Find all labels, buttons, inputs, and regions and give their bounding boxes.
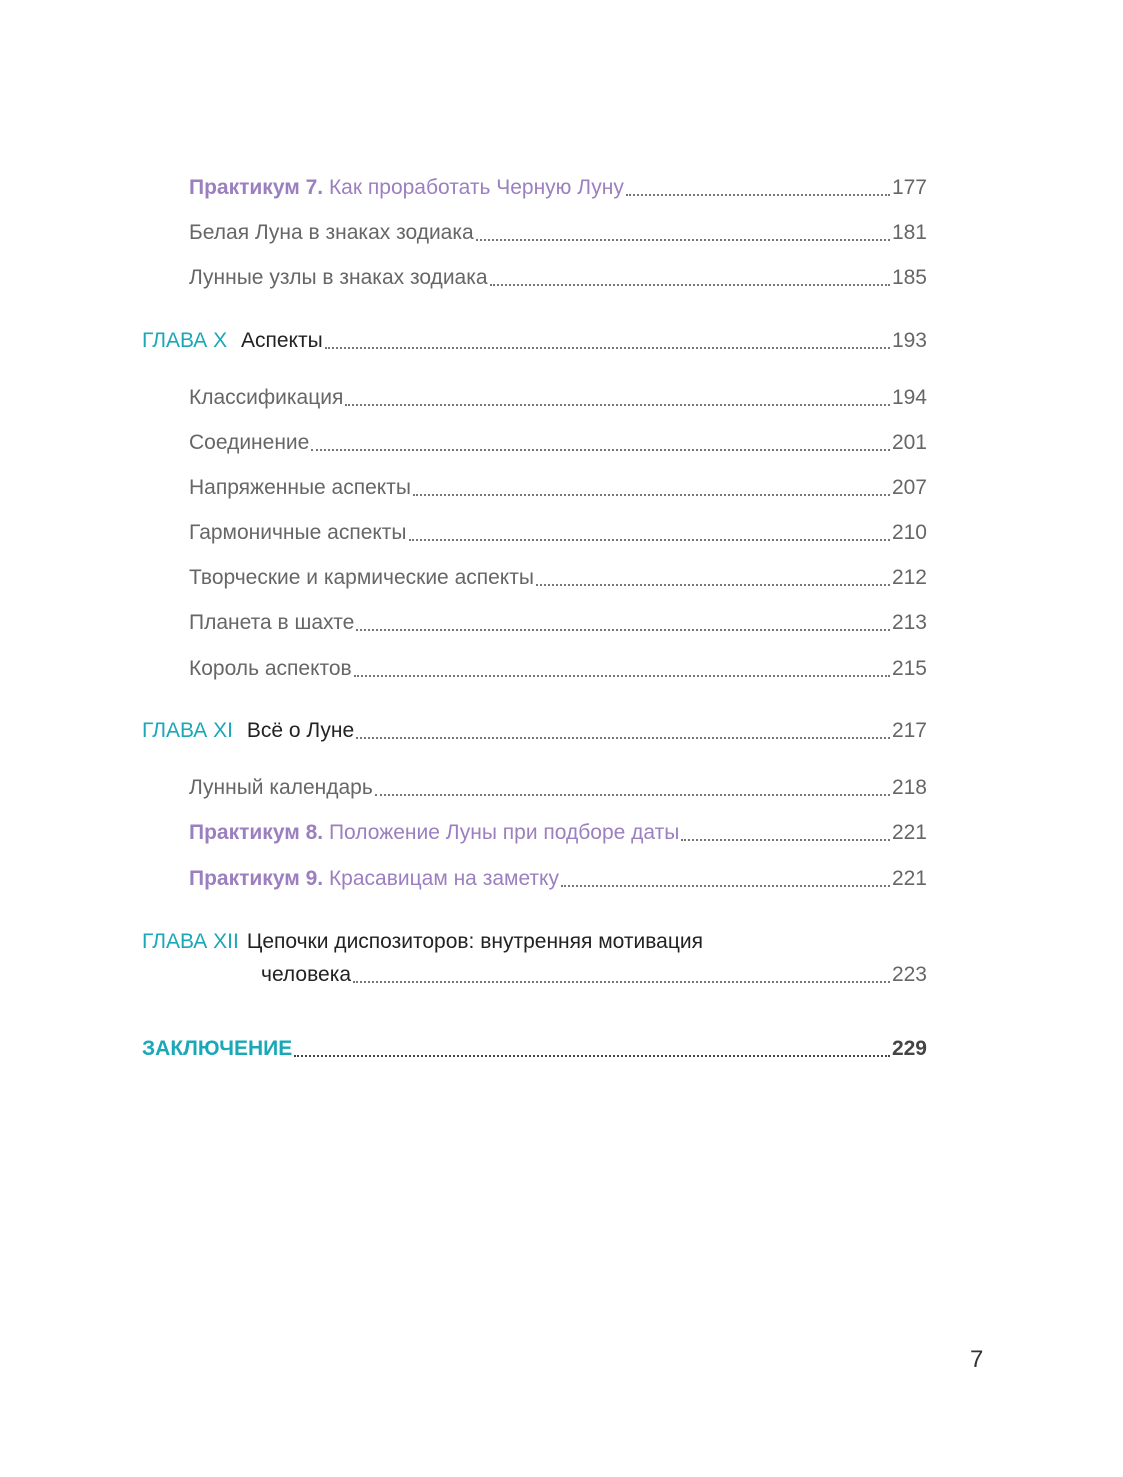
chapter-number: ГЛАВА XI (142, 719, 233, 742)
page-folio: 7 (970, 1346, 984, 1373)
page-number: 218 (891, 776, 927, 799)
toc-conclusion (142, 1036, 927, 1062)
page-number: 221 (891, 821, 927, 844)
page-number: 177 (891, 176, 927, 199)
page-number: 194 (891, 386, 927, 409)
toc-entry-title: Планета в шахте (189, 611, 355, 634)
chapter-title: Аспекты (240, 329, 323, 352)
dot-leader (356, 629, 890, 631)
dot-leader (294, 1055, 890, 1057)
practicum-prefix: Практикум 9. (189, 867, 324, 890)
dot-leader (626, 194, 890, 196)
toc-entry-title: Белая Луна в знаках зодиака (189, 221, 474, 244)
dot-leader (561, 885, 890, 887)
toc-entry (189, 385, 927, 411)
toc-entry (189, 175, 927, 201)
page-number: 212 (891, 566, 927, 589)
dot-leader (353, 981, 890, 983)
practicum-prefix: Практикум 8. (189, 821, 324, 844)
toc-entry (189, 656, 927, 682)
dot-leader (681, 839, 890, 841)
chapter-number: ГЛАВА XII (142, 930, 239, 953)
dot-leader (311, 449, 890, 451)
toc-entry (189, 866, 927, 892)
dot-leader (409, 539, 890, 541)
dot-leader (354, 675, 890, 677)
toc-entry-title: Король аспектов (189, 657, 352, 680)
dot-leader (490, 284, 890, 286)
chapter-title: Цепочки диспозиторов: внутренняя мотивация (246, 930, 703, 953)
page-number: 217 (891, 719, 927, 742)
toc-entry-label (189, 866, 559, 892)
chapter-title: Всё о Луне (246, 719, 355, 742)
toc-entry (189, 520, 927, 546)
toc-entry (189, 265, 927, 291)
toc-entry-title: Гармоничные аспекты (189, 521, 407, 544)
toc-chapter-label (142, 328, 323, 354)
dot-leader (325, 347, 890, 349)
toc-entry-title: Как проработать Черную Луну (328, 176, 624, 199)
page-number: 221 (891, 867, 927, 890)
toc-chapter (142, 328, 927, 354)
conclusion-title: ЗАКЛЮЧЕНИЕ (142, 1037, 293, 1060)
toc-entry-label (189, 820, 679, 846)
toc-chapter-heading (142, 929, 703, 955)
page-number: 215 (891, 657, 927, 680)
page-number: 185 (891, 266, 927, 289)
dot-leader (345, 404, 890, 406)
toc-entry-title: Творческие и кармические аспекты (189, 566, 534, 589)
page-number: 210 (891, 521, 927, 544)
toc-entry-title: Лунные узлы в знаках зодиака (189, 266, 488, 289)
page-number: 213 (891, 611, 927, 634)
toc-chapter (142, 718, 927, 744)
page-number: 223 (891, 963, 927, 986)
toc-entry-title: Соединение (189, 431, 310, 454)
dot-leader (476, 239, 890, 241)
page-number: 193 (891, 329, 927, 352)
toc-entry (189, 430, 927, 456)
page-number: 229 (891, 1037, 927, 1060)
toc-entry (189, 565, 927, 591)
toc-entry-title: Лунный календарь (189, 776, 373, 799)
toc-entry (189, 775, 927, 801)
toc-entry-title: Классификация (189, 386, 344, 409)
dot-leader (413, 494, 890, 496)
toc-entry (189, 820, 927, 846)
toc-entry (189, 220, 927, 246)
toc-entry-title: Напряженные аспекты (189, 476, 411, 499)
chapter-title-continued: человека (261, 963, 352, 986)
chapter-number: ГЛАВА X (142, 329, 228, 352)
practicum-prefix: Практикум 7. (189, 176, 324, 199)
toc-entry-title: Положение Луны при подборе даты (328, 821, 680, 844)
page-number: 181 (891, 221, 927, 244)
toc-entry-title: Красавицам на заметку (328, 867, 559, 890)
page-number: 201 (891, 431, 927, 454)
toc-chapter-continuation (261, 962, 927, 988)
toc-entry (189, 475, 927, 501)
toc-entry (189, 610, 927, 636)
dot-leader (536, 584, 890, 586)
dot-leader (375, 794, 890, 796)
page-number: 207 (891, 476, 927, 499)
dot-leader (356, 737, 890, 739)
toc-entry-label (189, 175, 624, 201)
toc-chapter-label (142, 718, 354, 744)
